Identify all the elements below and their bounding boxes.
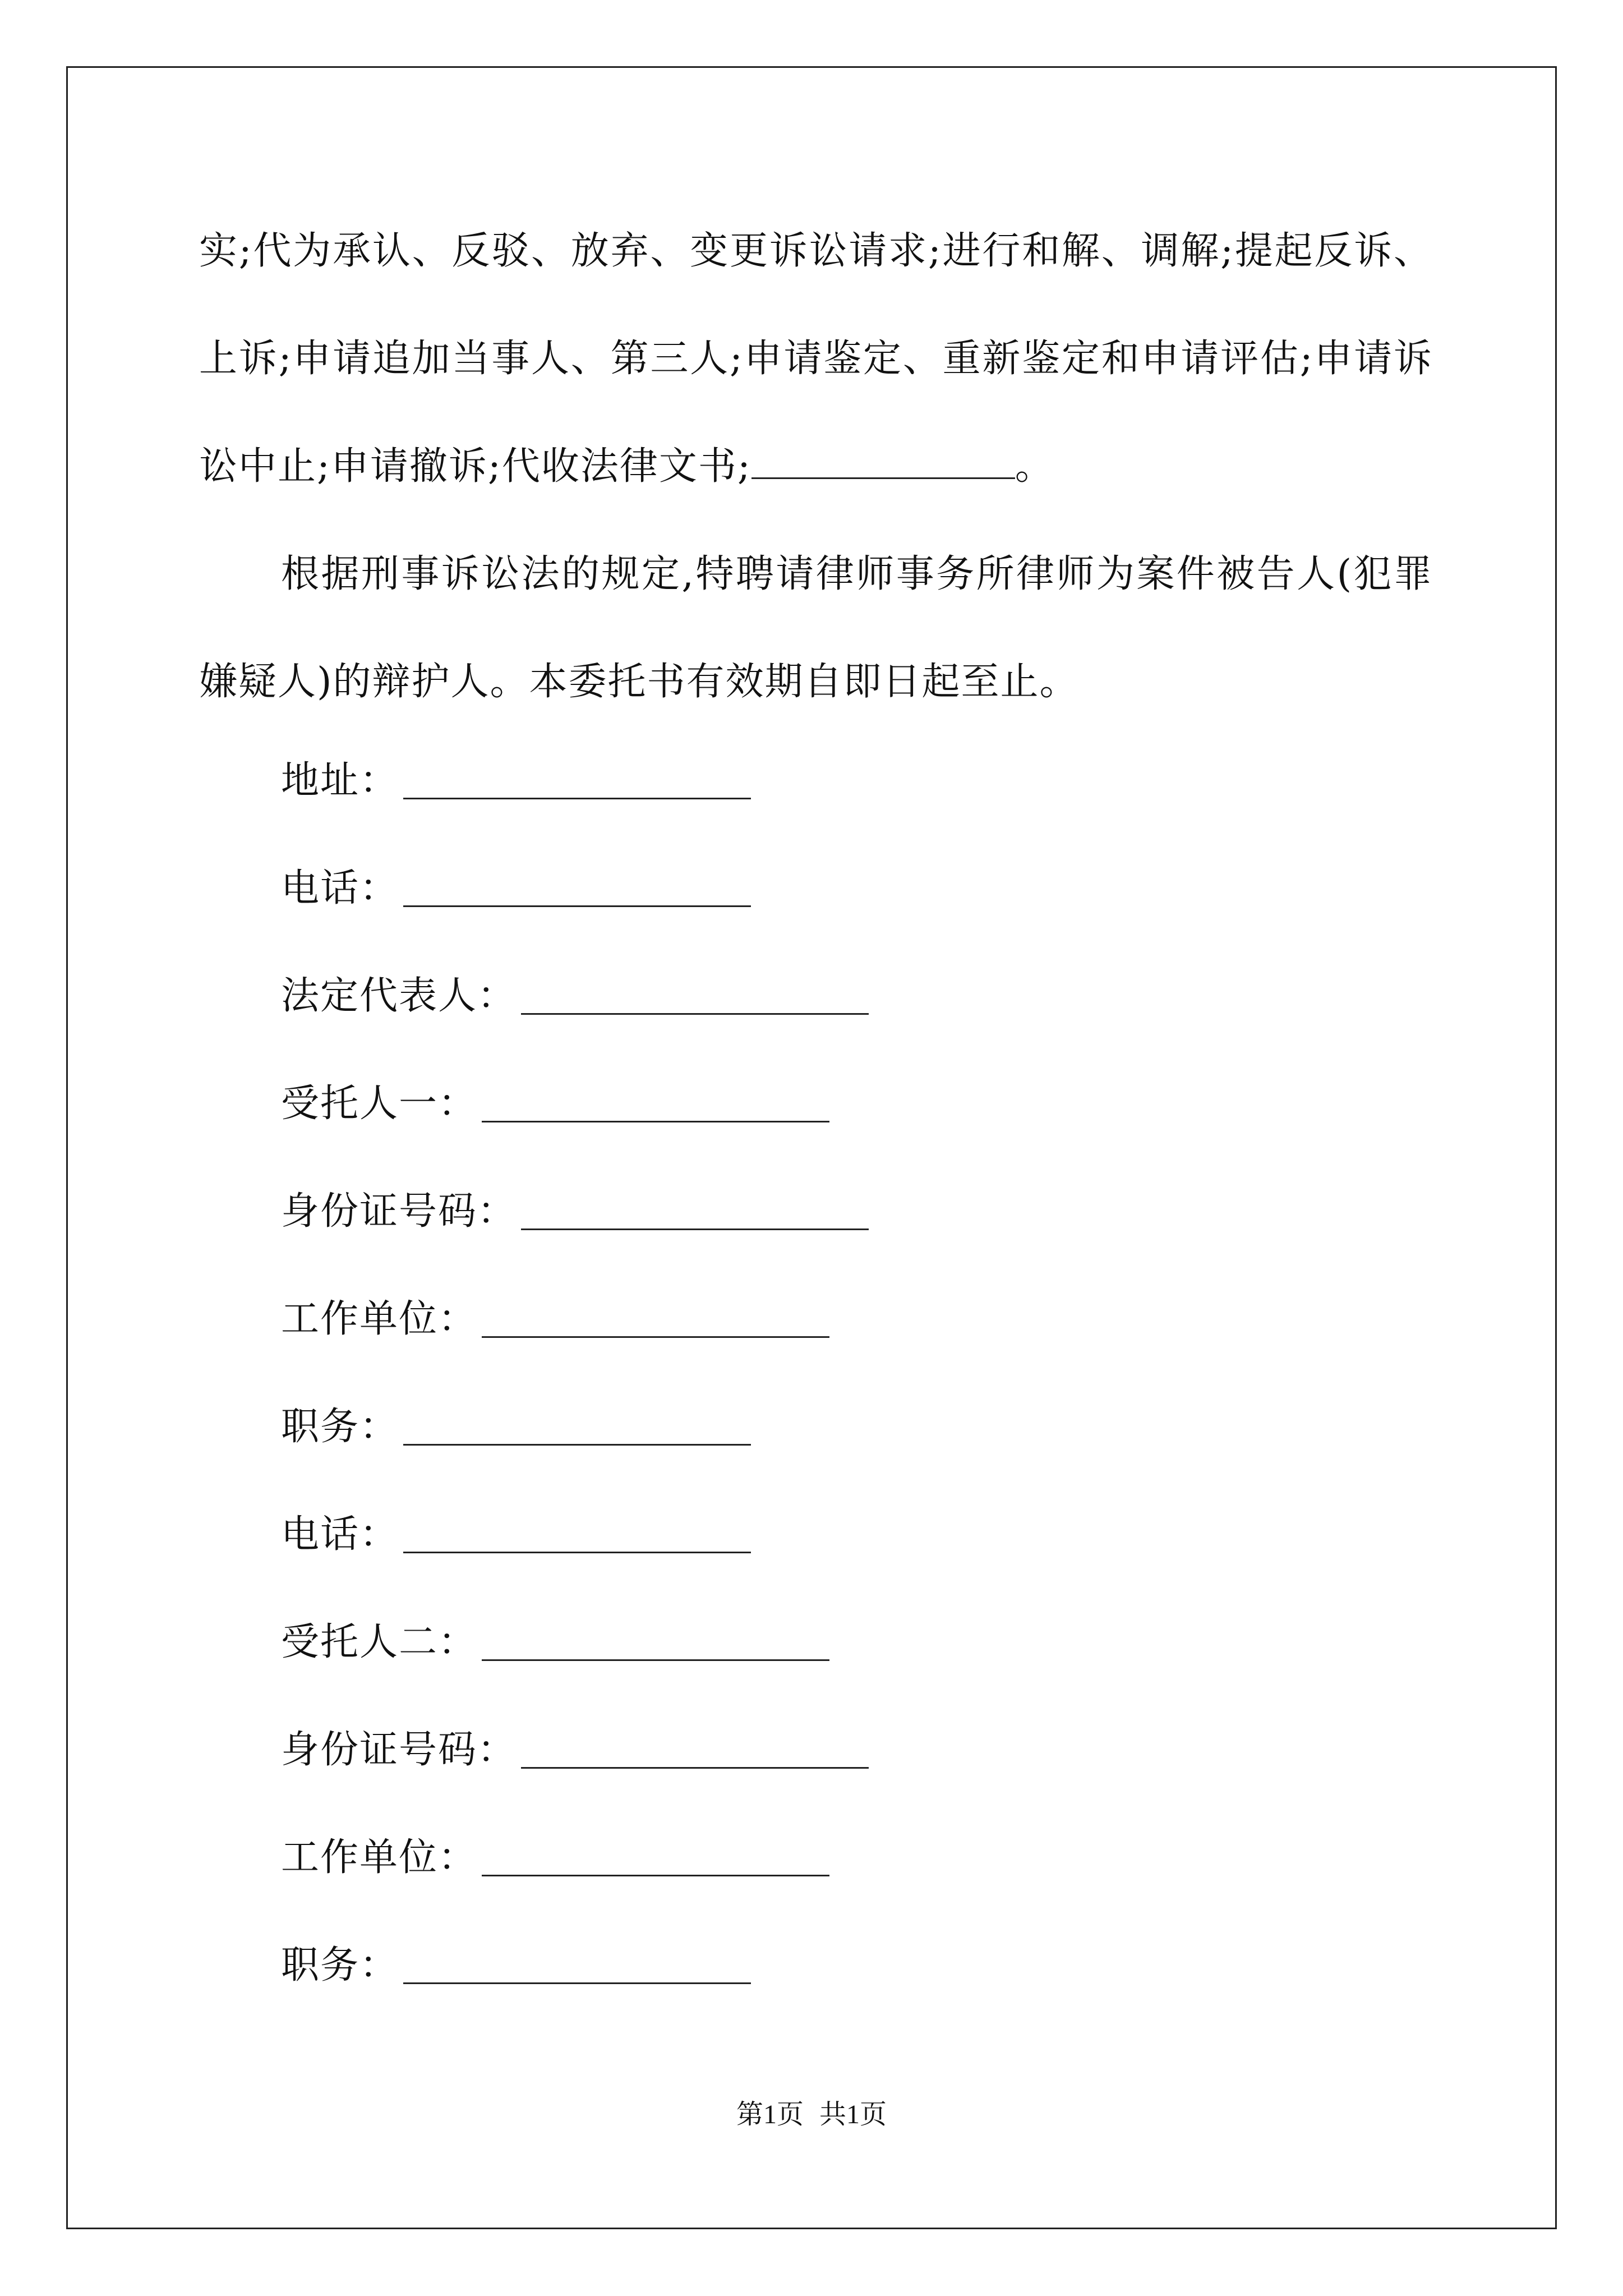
field-id-number-one	[281, 1185, 869, 1239]
field-label: 身份证号码：	[281, 1189, 517, 1234]
field-label: 工作单位：	[281, 1835, 478, 1880]
paragraph-powers-text: 实;代为承认、反驳、放弃、变更诉讼请求;进行和解、调解;提起反诉、上诉;申请追加当事人、第三人;申请鉴定、重新鉴定和申请评估;申请诉讼中止;申请撤诉;代收法律文书;	[199, 229, 1433, 489]
blank-line[interactable]	[482, 1625, 829, 1661]
field-phone-one	[281, 1508, 751, 1562]
field-label: 地址：	[281, 758, 399, 803]
blank-line[interactable]	[403, 1409, 751, 1446]
blank-line[interactable]	[521, 1194, 869, 1230]
field-employer-one	[281, 1292, 829, 1346]
field-label: 职务：	[281, 1405, 399, 1449]
paragraph-powers-end: 。	[1015, 444, 1054, 489]
field-id-number-two	[281, 1723, 869, 1777]
blank-line[interactable]	[521, 978, 869, 1015]
field-position-one	[281, 1400, 751, 1454]
field-phone	[281, 862, 751, 915]
blank-line[interactable]	[403, 1948, 751, 1984]
field-address	[281, 754, 751, 808]
blank-line[interactable]	[403, 1517, 751, 1553]
blank-line[interactable]	[482, 1086, 829, 1122]
paragraph-powers	[199, 197, 1433, 521]
page-number-total: 共1页	[819, 2100, 887, 2129]
blank-line[interactable]	[521, 1732, 869, 1769]
blank-line[interactable]	[403, 871, 751, 907]
field-label: 工作单位：	[281, 1297, 478, 1341]
field-employer-two	[281, 1831, 829, 1885]
blank-line[interactable]	[482, 1301, 829, 1338]
blank-line[interactable]	[403, 763, 751, 799]
page-number-current: 第1页	[736, 2100, 804, 2129]
field-label: 受托人一：	[281, 1082, 478, 1126]
field-label: 法定代表人：	[281, 974, 517, 1018]
blank-line[interactable]	[751, 447, 1015, 479]
field-label: 电话：	[281, 866, 399, 910]
field-label: 身份证号码：	[281, 1728, 517, 1772]
field-label: 电话：	[281, 1512, 399, 1557]
paragraph-defense: 根据刑事诉讼法的规定,特聘请律师事务所律师为案件被告人(犯罪嫌疑人)的辩护人。本委托书有效期自即日起至止。	[199, 552, 1433, 704]
blank-line[interactable]	[482, 1840, 829, 1876]
field-label: 职务：	[281, 1943, 399, 1987]
field-position-two	[281, 1939, 751, 1993]
field-legal-representative	[281, 969, 869, 1023]
field-label: 受托人二：	[281, 1620, 478, 1664]
field-trustee-one	[281, 1077, 829, 1131]
field-trustee-two	[281, 1616, 829, 1669]
page-footer	[0, 2092, 1623, 2131]
